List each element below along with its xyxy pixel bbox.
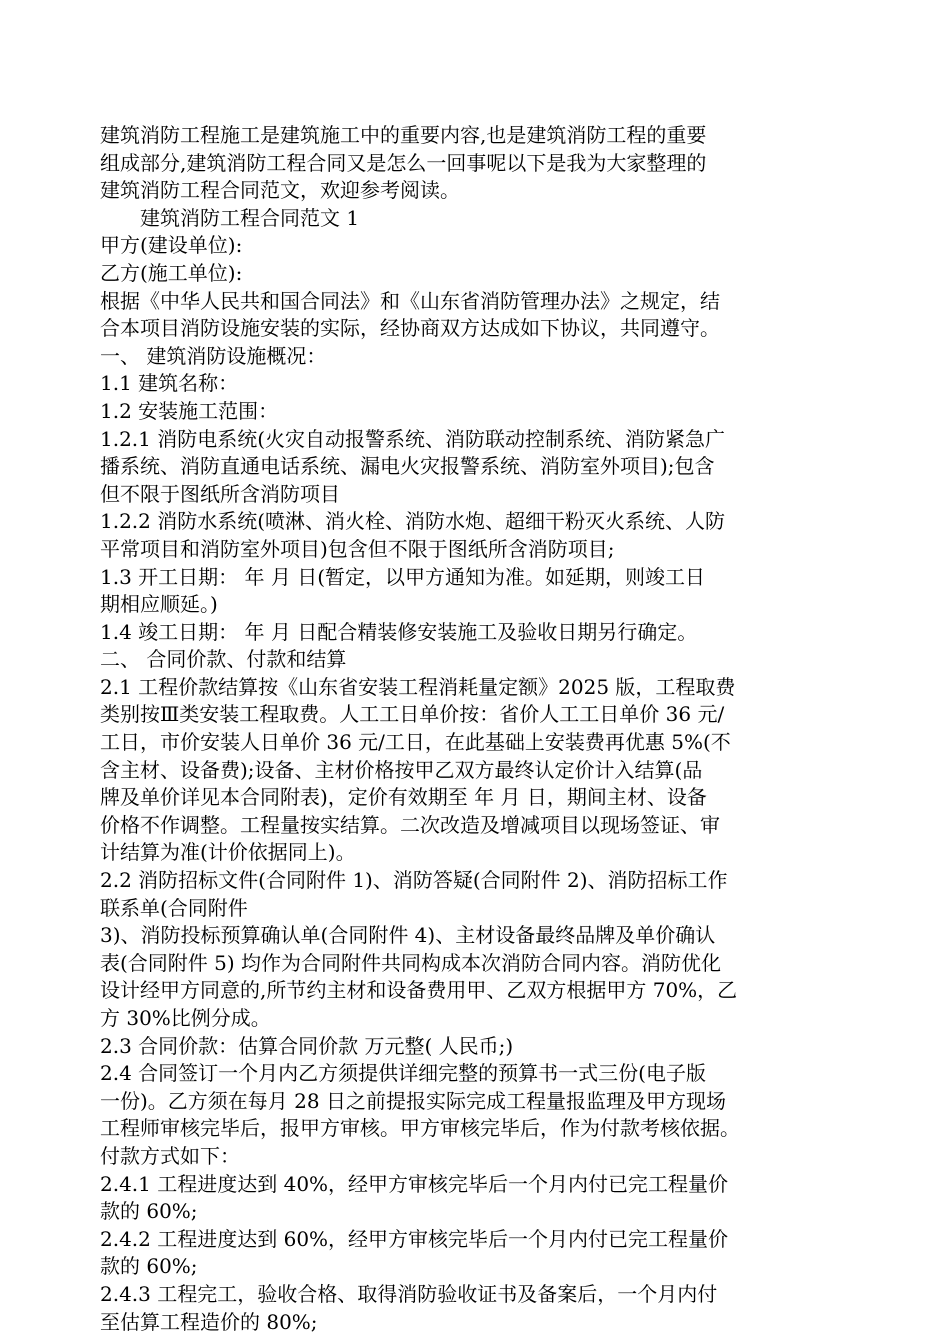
clause-2-1-line-5: 牌及单价详见本合同附表)，定价有效期至 年 月 日，期间主材、设备 [100, 785, 707, 810]
party-a-line: 甲方(建设单位): [100, 233, 243, 258]
clause-2-2-line-2: 联系单(合同附件 [100, 895, 248, 920]
clause-2-4-line-3: 工程师审核完毕后，报甲方审核。甲方审核完毕后，作为付款考核依据。 [100, 1116, 740, 1141]
clause-2-2-line-5: 设计经甲方同意的,所节约主材和设备费用甲、乙双方根据甲方 70%，乙 [100, 978, 738, 1003]
clause-2-4-line-4: 付款方式如下： [100, 1143, 240, 1168]
clause-2-1-line-2: 类别按Ⅲ类安装工程取费。人工工日单价按：省价人工工日单价 36 元/ [100, 702, 725, 727]
section-title: 建筑消防工程合同范文 1 [140, 205, 360, 230]
clause-1-2-2-line-1: 1.2.2 消防水系统(喷淋、消火栓、消防水炮、超细干粉灭火系统、人防 [100, 509, 726, 534]
clause-1-2-1-line-2: 播系统、消防直通电话系统、漏电火灾报警系统、消防室外项目);包含 [100, 454, 715, 479]
clause-1-3-line-2: 期相应顺延。) [100, 592, 218, 617]
clause-2-4-line-2: 一份)。乙方须在每月 28 日之前提报实际完成工程量报监理及甲方现场 [100, 1088, 726, 1113]
clause-2-2-line-4: 表(合同附件 5) 均作为合同附件共同构成本次消防合同内容。消防优化 [100, 950, 722, 975]
clause-2-1-line-4: 含主材、设备费);设备、主材价格按甲乙双方最终认定价计入结算(品 [100, 757, 703, 782]
clause-2-2-line-3: 3)、消防投标预算确认单(合同附件 4)、主材设备最终品牌及单价确认 [100, 923, 716, 948]
clause-2-4-3-line-1: 2.4.3 工程完工，验收合格、取得消防验收证书及备案后，一个月内付 [100, 1281, 718, 1306]
intro-line-1: 建筑消防工程施工是建筑施工中的重要内容,也是建筑消防工程的重要 [100, 123, 707, 147]
clause-2-4-3-line-2: 至估算工程造价的 80%; [100, 1309, 318, 1334]
preamble-line-1: 根据《中华人民共和国合同法》和《山东省消防管理办法》之规定，结 [100, 288, 720, 313]
clause-1-2: 1.2 安装施工范围： [100, 398, 279, 423]
clause-1-4: 1.4 竣工日期： 年 月 日配合精装修安装施工及验收日期另行确定。 [100, 619, 698, 644]
clause-2-2-line-6: 方 30%比例分成。 [100, 1006, 271, 1030]
party-b-line: 乙方(施工单位): [100, 260, 243, 285]
clause-2-3: 2.3 合同价款：估算合同价款 万元整( 人民币;) [100, 1033, 514, 1058]
clause-2-2-line-1: 2.2 消防招标文件(合同附件 1)、消防答疑(合同附件 2)、消防招标工作 [100, 868, 728, 893]
intro-line-2: 组成部分,建筑消防工程合同又是怎么一回事呢以下是我为大家整理的 [100, 150, 707, 175]
clause-2-1-line-3: 工日，市价安装人日单价 36 元/工日，在此基础上安装费再优惠 5%(不 [100, 730, 731, 755]
clause-2-4-2-line-2: 款的 60%; [100, 1254, 198, 1279]
heading-1: 一、 建筑消防设施概况： [100, 343, 327, 368]
clause-1-1: 1.1 建筑名称： [100, 371, 239, 396]
preamble-line-2: 合本项目消防设施安装的实际，经协商双方达成如下协议，共同遵守。 [100, 316, 720, 341]
clause-2-1-line-1: 2.1 工程价款结算按《山东省安装工程消耗量定额》2025 版，工程取费 [100, 674, 736, 699]
document-body [100, 122, 858, 1336]
clause-2-1-line-6: 价格不作调整。工程量按实结算。二次改造及增减项目以现场签证、审 [100, 812, 720, 837]
clause-2-4-2-line-1: 2.4.2 工程进度达到 60%，经甲方审核完毕后一个月内付已完工程量价 [100, 1226, 729, 1251]
clause-1-2-1-line-1: 1.2.1 消防电系统(火灾自动报警系统、消防联动控制系统、消防紧急广 [100, 426, 726, 451]
heading-2: 二、 合同价款、付款和结算 [100, 647, 347, 672]
clause-2-1-line-7: 计结算为准(计价依据同上)。 [100, 840, 356, 865]
clause-2-4-line-1: 2.4 合同签订一个月内乙方须提供详细完整的预算书一式三份(电子版 [100, 1061, 706, 1086]
clause-2-4-1-line-1: 2.4.1 工程进度达到 40%，经甲方审核完毕后一个月内付已完工程量价 [100, 1171, 729, 1196]
clause-1-2-1-line-3: 但不限于图纸所含消防项目 [100, 481, 340, 506]
clause-1-2-2-line-2: 平常项目和消防室外项目)包含但不限于图纸所含消防项目; [100, 536, 615, 561]
clause-1-3-line-1: 1.3 开工日期： 年 月 日(暂定，以甲方通知为准。如延期，则竣工日 [100, 564, 706, 589]
intro-line-3: 建筑消防工程合同范文，欢迎参考阅读。 [100, 178, 460, 203]
clause-2-4-1-line-2: 款的 60%; [100, 1199, 198, 1224]
